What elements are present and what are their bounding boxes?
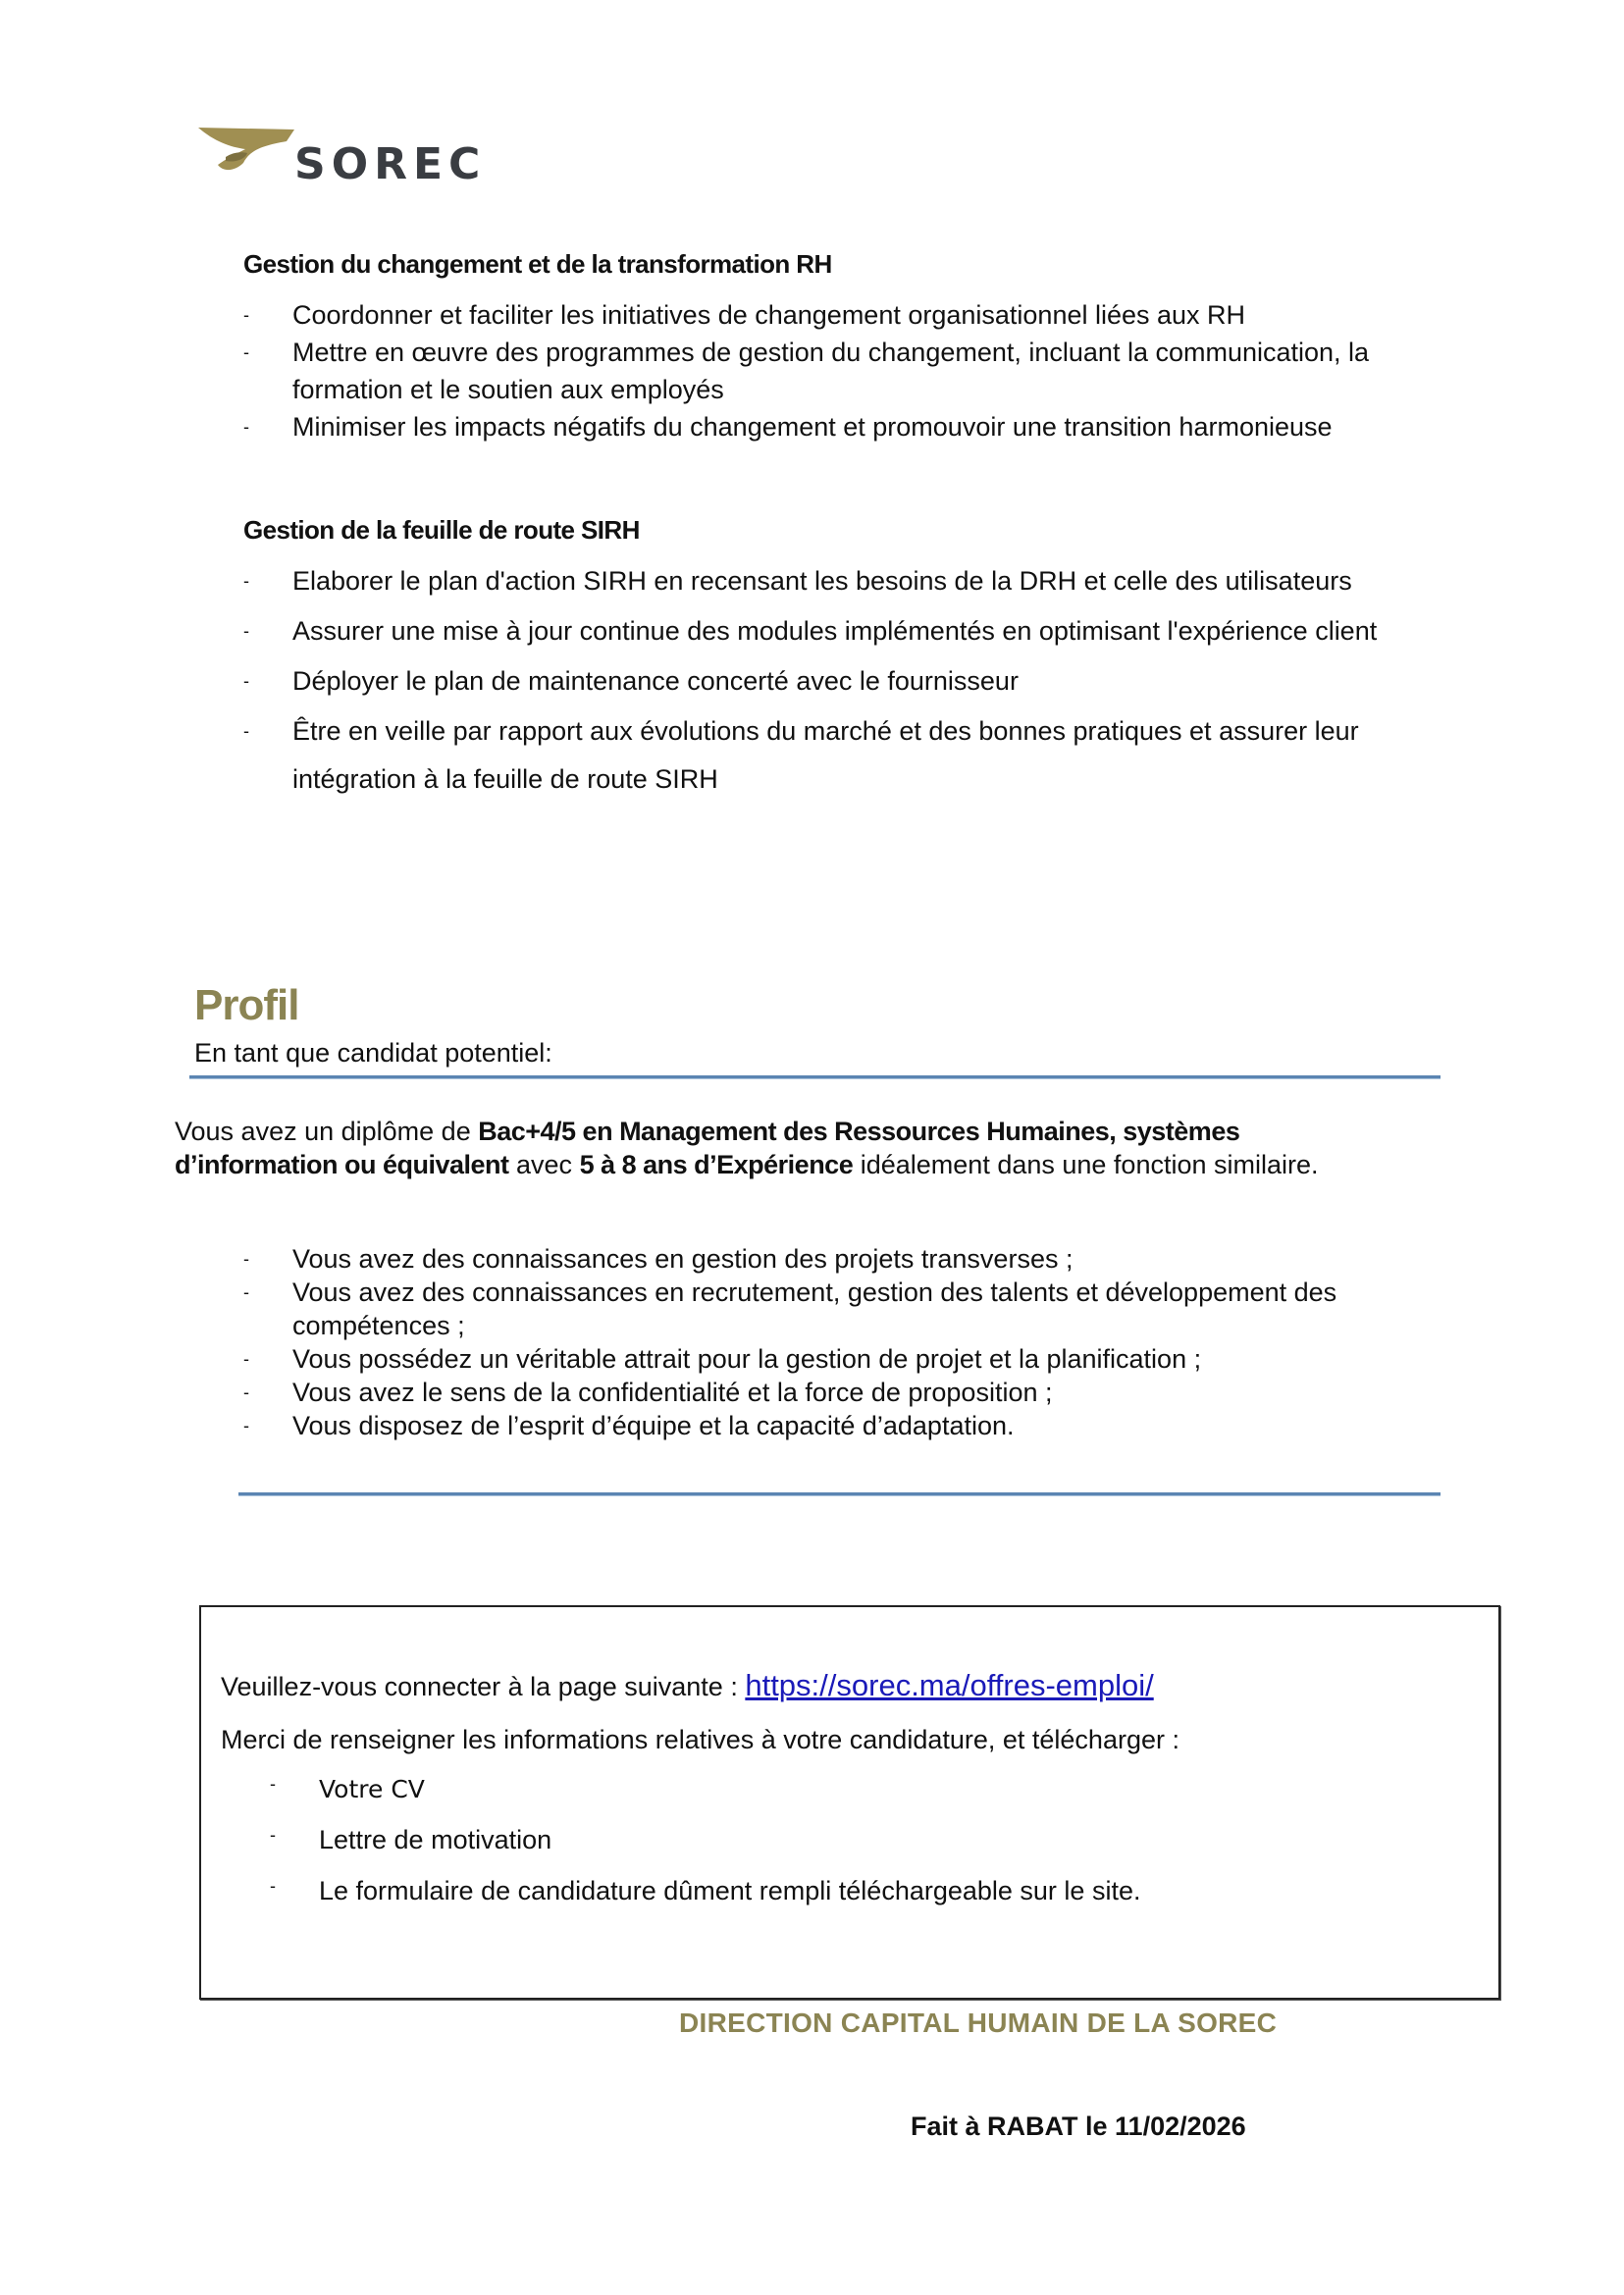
sorec-swoosh-icon <box>196 120 304 198</box>
job-offers-link[interactable]: https://sorec.ma/offres-emploi/ <box>745 1668 1154 1702</box>
bullet-dash: - <box>243 1382 249 1402</box>
sorec-logo <box>196 90 540 193</box>
list-item: - Mettre en œuvre des programmes de gestion du changement, incluant la communication, la formation et le soutien aux employés <box>243 334 1450 408</box>
profil-title: Profil <box>194 981 299 1029</box>
bullet-dash: - <box>270 1825 276 1845</box>
list-item: - Minimiser les impacts négatifs du changement et promouvoir une transition harmonieuse <box>243 408 1450 445</box>
bullet-dash: - <box>243 417 249 437</box>
profil-paragraph: Vous avez un diplôme de Bac+4/5 en Management des Ressources Humaines, systèmes d’information ou équivalent avec 5 à 8 ans d’Expérience idéalement dans une fonction similaire. <box>175 1117 1319 1179</box>
bullet-dash: - <box>243 305 249 325</box>
bullet-dash: - <box>243 621 249 641</box>
list-item: - Coordonner et faciliter les initiatives de changement organisationnel liées aux RH <box>243 296 1450 334</box>
bullet-dash: - <box>243 1416 249 1435</box>
list-item: - Votre CV <box>270 1774 425 1803</box>
list-item: - Elaborer le plan d'action SIRH en recensant les besoins de la DRH et celle des utilisateurs <box>243 557 1450 605</box>
section-heading-sirh: Gestion de la feuille de route SIRH <box>243 515 640 545</box>
degree-requirement: Bac+4/5 en Management des Ressources Humaines, systèmes d’information ou équivalent <box>175 1117 1240 1179</box>
list-item: - Vous possédez un véritable attrait pour la gestion de projet et la planification ; <box>243 1344 1202 1374</box>
upload-instruction: Merci de renseigner les informations relatives à votre candidature, et télécharger : <box>221 1725 1179 1754</box>
list-item: - Assurer une mise à jour continue des modules implémentés en optimisant l'expérience client <box>243 607 1450 655</box>
divider-rule <box>238 1492 1441 1495</box>
changement-list <box>243 296 1450 445</box>
bullet-dash: - <box>243 1349 249 1369</box>
list-item: - Déployer le plan de maintenance concerté avec le fournisseur <box>243 657 1450 705</box>
sirh-list <box>243 557 1450 806</box>
list-item: - Vous avez le sens de la confidentialité et la force de proposition ; <box>243 1378 1053 1407</box>
bullet-dash: - <box>243 571 249 591</box>
experience-requirement: 5 à 8 ans d’Expérience <box>579 1150 854 1179</box>
bullet-dash: - <box>243 342 249 362</box>
connect-instruction: Veuillez-vous connecter à la page suivante : https://sorec.ma/offres-emploi/ <box>221 1668 1154 1702</box>
list-item: - Vous avez des connaissances en gestion des projets transverses ; <box>243 1244 1074 1274</box>
logo-wordmark: SOREC <box>294 139 487 189</box>
bullet-dash: - <box>270 1876 276 1896</box>
list-item: - Le formulaire de candidature dûment rempli téléchargeable sur le site. <box>270 1876 1141 1905</box>
profil-list <box>243 1242 1450 1442</box>
direction-signature: DIRECTION CAPITAL HUMAIN DE LA SOREC <box>679 2008 1278 2038</box>
list-item: - Être en veille par rapport aux évolutions du marché et des bonnes pratiques et assurer leur intégration à la feuille de route SIRH <box>243 707 1450 804</box>
application-box <box>199 1605 1500 2000</box>
section-heading-changement: Gestion du changement et de la transformation RH <box>243 249 832 279</box>
place-date: Fait à RABAT le 11/02/2026 <box>911 2112 1246 2141</box>
bullet-dash: - <box>243 1282 249 1302</box>
list-item: - Vous avez des connaissances en recrutement, gestion des talents et développement des compétences ; <box>243 1278 1337 1340</box>
bullet-dash: - <box>243 671 249 691</box>
profil-intro: En tant que candidat potentiel: <box>194 1038 552 1068</box>
bullet-dash: - <box>243 1249 249 1269</box>
list-item: - Vous disposez de l’esprit d’équipe et la capacité d’adaptation. <box>243 1411 1015 1440</box>
divider-rule <box>189 1075 1441 1078</box>
bullet-dash: - <box>243 721 249 741</box>
list-item: - Lettre de motivation <box>270 1825 552 1854</box>
bullet-dash: - <box>270 1774 276 1794</box>
